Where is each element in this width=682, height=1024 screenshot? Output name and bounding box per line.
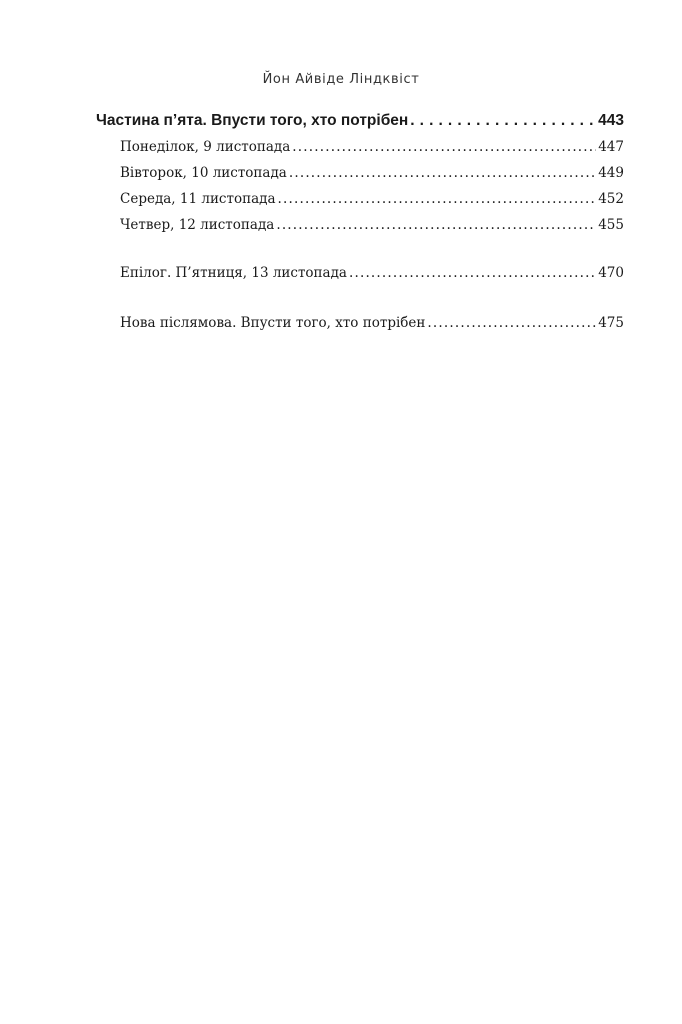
toc-chapter-entry [96,186,624,212]
dot-leader [410,108,596,134]
toc-afterword-entry [96,310,624,336]
dot-leader [292,134,596,160]
running-head-author: Йон Айвіде Ліндквіст [262,72,420,87]
table-of-contents [96,108,624,336]
toc-entry-title: Четвер, 12 листопада [120,217,275,233]
toc-entry-title: Вівторок, 10 листопада [120,165,287,181]
toc-epilogue-entry [96,260,624,286]
toc-entry-title: Понеділок, 9 листопада [120,139,291,155]
toc-chapter-entry [96,134,624,160]
toc-entry-page: 449 [598,165,624,181]
dot-leader [278,186,597,212]
dot-leader [276,212,596,238]
dot-leader [349,260,596,286]
dot-leader [289,160,596,186]
toc-entry-title: Середа, 11 листопада [120,191,276,207]
toc-entry-page: 475 [598,315,624,331]
toc-chapter-entry [96,160,624,186]
toc-part-entry [96,108,624,134]
toc-entry-page: 470 [598,265,624,281]
toc-entry-title: Частина п’ята. Впусти того, хто потрібен [96,112,409,129]
toc-entry-page: 443 [598,112,624,129]
toc-entry-page: 455 [598,217,624,233]
dot-leader [427,310,596,336]
toc-entry-title: Нова післямова. Впусти того, хто потрібен [120,315,426,331]
toc-chapter-entry [96,212,624,238]
toc-entry-page: 452 [598,191,624,207]
toc-entry-title: Епілог. П’ятниця, 13 листопада [120,265,347,281]
toc-entry-page: 447 [598,139,624,155]
